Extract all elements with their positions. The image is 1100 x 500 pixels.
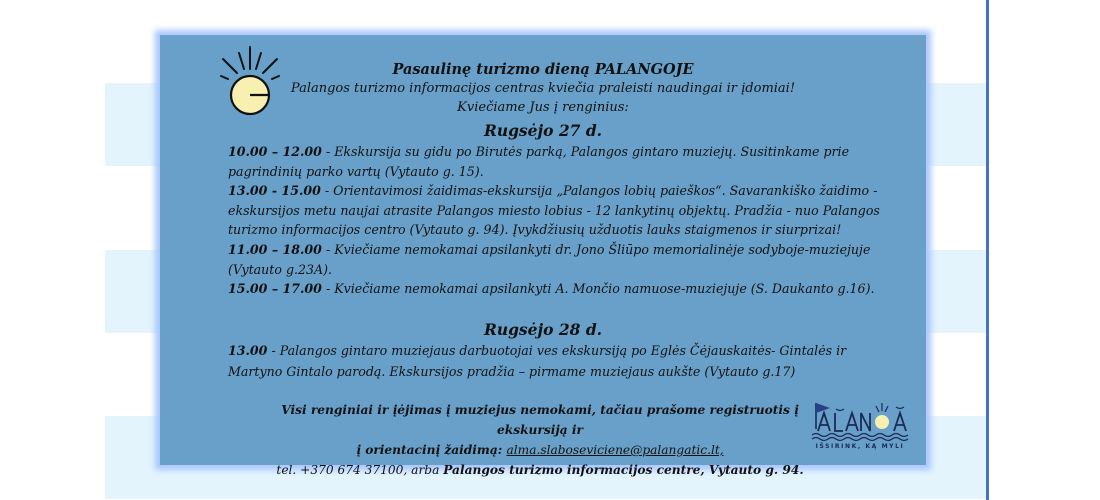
event-item (228, 181, 898, 240)
palanga-logo-icon (810, 399, 910, 443)
event-time: 15.00 – 17.00 (228, 281, 322, 297)
event-time: 11.00 – 18.00 (228, 241, 322, 257)
event-time: 13.00 - 15.00 (228, 183, 321, 199)
day2-heading: Rugsėjo 28 d. (483, 320, 603, 339)
event-description: - Palangos gintaro muziejaus darbuotojai ves ekskursiją po Eglės Čėjauskaitės- Gintalės ir Martyno Gintalo parodą. Ekskursijos pradžia – pirmame muziejaus aukšte (Vytauto g.17) (228, 343, 847, 379)
day2-event-list (228, 341, 898, 382)
event-time: 10.00 – 12.00 (228, 144, 322, 159)
palanga-logo (810, 399, 910, 455)
poster-subtitle: Palangos turizmo informacijos centras kviečia praleisti naudingai ir įdomiai! (290, 81, 796, 96)
day1-event-list (228, 142, 898, 299)
event-description: - Orientavimosi žaidimas-ekskursija „Palangos lobių paieškos“. Savarankiško žaidimo - ekskursijos metu naujai atrasite Palangos miesto lobius - 12 lankytinų objektų. Pradžia - nuo Palangos turizmo informacijos centro (Vytauto g. 94). Įvykdžiusių užduotis lauks staigmenos ir siurprizai! (228, 183, 880, 238)
registration-info (260, 400, 820, 480)
email-link[interactable]: alma.slaboseviciene@palangatic.lt, (506, 443, 724, 457)
address-text: Palangos turizmo informacijos centre, Vytauto g. 94. (443, 463, 804, 477)
phone-text: tel. +370 674 37100, arba (276, 463, 444, 477)
event-poster-card (160, 35, 926, 477)
invitation-text: Kviečiame Jus į renginius: (457, 100, 629, 115)
event-description: - Kviečiame nemokamai apsilankyti A. Mončio namuose-muziejuje (S. Daukanto g.16). (321, 281, 875, 297)
event-description: - Ekskursija su gidu po Birutės parką, Palangos gintaro muziejų. Susitinkame prie pagrindinių parko vartų (Vytauto g. 15). (228, 144, 850, 179)
free-entry-notice: Visi renginiai ir įėjimas į muziejus nemokami, tačiau prašome registruotis į ekskursiją ir (281, 403, 799, 437)
poster-title: Pasaulinę turizmo dieną PALANGOJE (392, 61, 694, 78)
orientation-game-label: į orientacinį žaidimą: (356, 443, 507, 457)
logo-tagline: IŠSIRINK, KĄ MYLI (815, 443, 905, 450)
event-item (228, 341, 898, 382)
day1-heading: Rugsėjo 27 d. (483, 121, 603, 140)
event-description: - Kviečiame nemokamai apsilankyti dr. Jono Šliūpo memorialinėje sodyboje-muziejuje (Vytauto g.23A). (228, 241, 871, 277)
event-item (228, 240, 898, 279)
event-time: 13.00 (228, 343, 268, 358)
vertical-divider (986, 0, 989, 500)
event-item (228, 279, 898, 299)
event-item (228, 142, 898, 181)
